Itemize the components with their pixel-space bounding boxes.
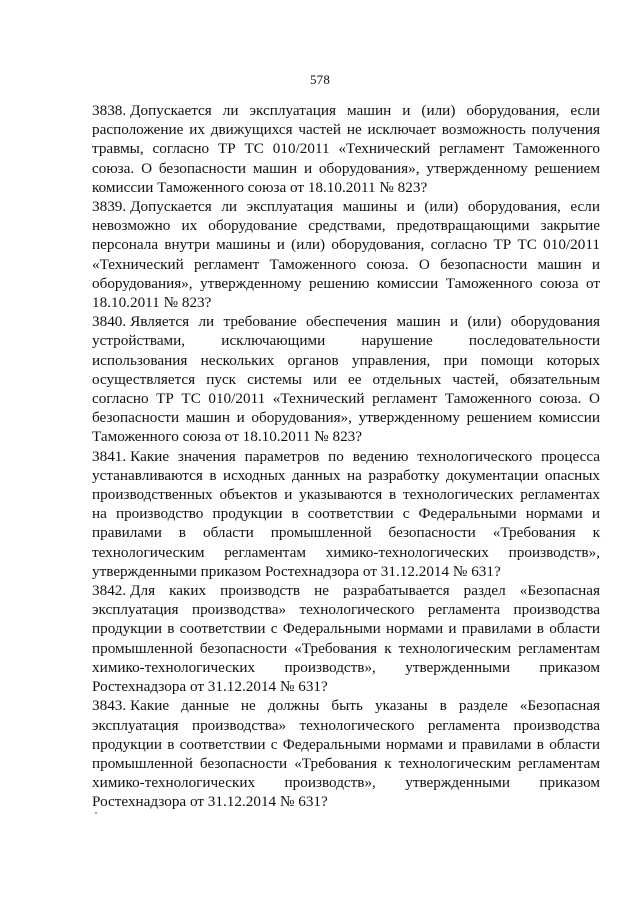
- question-number: 3842.: [92, 582, 127, 600]
- question-text: Какие значения параметров по ведению технологического процесса устанавливаются в исходных данных на разработку документации опасных производственных объектов и указываются в технологических регламентах на производство продукции в соответствии с Федеральными нормами и правилами в области промышленной безопасности «Требования к технологическим регламентам химико-технологических производств», утвержденными приказом Ростехнадзора от 31.12.2014 № 631?: [92, 447, 600, 580]
- question-number: 3839.: [92, 198, 127, 216]
- page-number: 578: [309, 72, 331, 87]
- question-number: 3840.: [92, 313, 127, 331]
- question-3841: [92, 447, 600, 581]
- question-text: Какие данные не должны быть указаны в разделе «Безопасная эксплуатация производства» технологического регламента производства продукции в соответствии с Федеральными нормами и правилами в области промышленной безопасности «Требования к технологическим регламентам химико-технологических производств», утвержденными приказом Ростехнадзора от 31.12.2014 № 631?: [92, 697, 600, 811]
- question-text: Допускается ли эксплуатация машин и (или) оборудования, если расположение их движущихся частей не исключает возможность получения травмы, согласно ТР ТС 010/2011 «Технический регламент Таможенного союза. О безопасности машин и оборудования», утвержденному решением комиссии Таможенного союза от 18.10.2011 № 823?: [92, 102, 600, 196]
- scan-speck: [95, 812, 97, 814]
- question-3842: [92, 581, 600, 696]
- question-text: Допускается ли эксплуатация машины и (или) оборудования, если невозможно их оборудование средствами, предотвращающими закрытие персонала внутри машины и (или) оборудования, согласно ТР ТС 010/2011 «Технический регламент Таможенного союза. О безопасности машин и оборудования», утвержденному решению комиссии Таможенного союза от 18.10.2011 № 823?: [92, 198, 600, 312]
- question-text: Для каких производств не разрабатывается раздел «Безопасная эксплуатация производства» технологического регламента производства продукции в соответствии с Федеральными нормами и правилами в области промышленной безопасности «Требования к технологическим регламентам химико-технологических производств», утвержденными приказом Ростехнадзора от 31.12.2014 № 631?: [92, 582, 600, 696]
- question-3839: [92, 197, 600, 312]
- question-number: 3843.: [92, 697, 127, 715]
- question-text: Является ли требование обеспечения машин и (или) оборудования устройствами, исключающими нарушение последовательности использования нескольких органов управления, при помощи которых осуществляется пуск системы или ее отдельных частей, обязательным согласно ТР ТС 010/2011 «Технический регламент Таможенного союза. О безопасности машин и оборудования», утвержденному решением комиссии Таможенного союза от 18.10.2011 № 823?: [92, 313, 600, 446]
- question-number: 3841.: [92, 447, 127, 465]
- question-3838: [92, 101, 600, 197]
- question-3840: [92, 312, 600, 446]
- question-3843: [92, 696, 600, 811]
- questions-list: [92, 101, 600, 812]
- question-number: 3838.: [92, 102, 127, 119]
